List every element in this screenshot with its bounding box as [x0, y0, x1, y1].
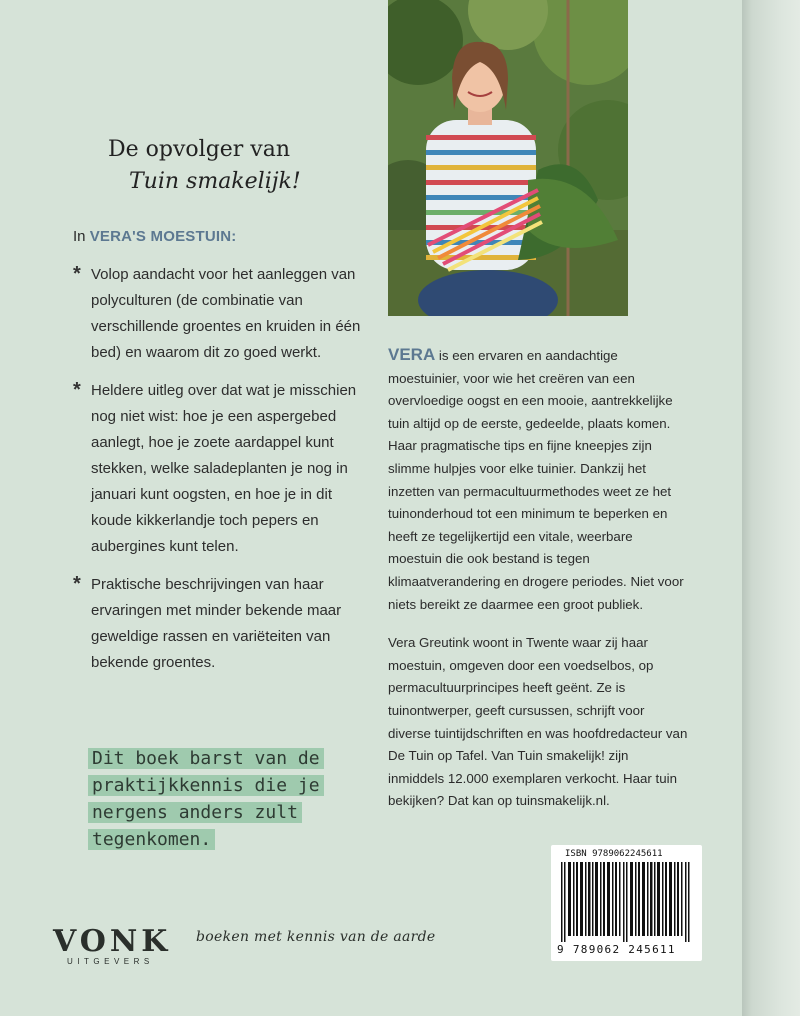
publisher-tagline: boeken met kennis van de aarde	[196, 929, 436, 945]
bio-paragraph-1	[388, 344, 688, 616]
isbn-digits: 9 789062 245611	[557, 943, 676, 956]
bio-paragraph-2: Vera Greutink woont in Twente waar zij haar moestuin, omgeven door een voedselbos, op permacultuurprincipes heeft geënt. Ze is tuinontwerper, geeft cursussen, schrijft voor diverse tuintijdschriften en was hoofdredacteur van De Tuin op Tafel. Van Tuin smakelijk! zijn inmiddels 12.000 exemplaren verkocht. Haar tuin bekijken? Dat kan op tuinsmakelijk.nl.	[388, 635, 688, 809]
author-photo	[388, 0, 628, 316]
author-bio	[388, 344, 688, 829]
list-item	[73, 572, 373, 676]
list-item-text: Praktische beschrijvingen van haar ervaringen met minder bekende maar geweldige rassen en variëteiten van bekende groentes.	[91, 576, 342, 671]
headline	[108, 134, 348, 198]
pull-quote-text: Dit boek barst van de praktijkkennis die je nergens anders zult tegenkomen.	[88, 748, 324, 850]
publisher-logo	[53, 924, 171, 966]
bio-text-1: is een ervaren en aandachtige moestuinier, voor wie het creëren van een overvloedige oogst en een mooie, aantrekkelijke tuin altijd op de eerste, gedeelde, plaats komen. Haar pragmatische tips en fijne kneepjes zijn slimme hulpjes voor elke tuinier. Dankzij het inzetten van permacultuurmethodes weet ze het tuinonderhoud tot een minimum te beperken en heeft ze tegelijkertijd een vitale, weerbare moestuin die ook bestand is tegen klimaatverandering en drogere periodes. Niet voor niets bereikt ze daarmee een groot publiek.	[388, 348, 684, 612]
asterisk-icon: *	[73, 379, 81, 401]
headline-line-2: Tuin smakelijk!	[129, 169, 301, 194]
page-edge-shadow	[742, 0, 800, 1016]
list-item	[73, 378, 373, 560]
feature-list	[73, 262, 373, 688]
publisher-name: VONK	[53, 924, 172, 959]
barcode-bars	[561, 862, 691, 942]
asterisk-icon: *	[73, 573, 81, 595]
isbn-label: ISBN 9789062245611	[565, 849, 663, 859]
intro-brand: VERA'S MOESTUIN:	[89, 228, 237, 245]
headline-line-1: De opvolger van	[108, 137, 291, 162]
list-item-text: Heldere uitleg over dat wat je misschien nog niet wist: hoe je een aspergebed aanlegt, hoe je zoete aardappel kunt stekken, welke saladeplanten je nog in januari kunt oogsten, en hoe je in dit koude kikkerlandje toch pepers en aubergines kunt telen.	[91, 382, 357, 555]
section-intro	[73, 228, 236, 245]
intro-prefix: In	[73, 228, 86, 245]
bio-lead: VERA	[388, 345, 436, 364]
asterisk-icon: *	[73, 263, 81, 285]
publisher-sub: UITGEVERS	[67, 957, 154, 966]
pull-quote	[88, 745, 348, 853]
isbn-barcode	[551, 845, 702, 961]
list-item	[73, 262, 373, 366]
list-item-text: Volop aandacht voor het aanleggen van polyculturen (de combinatie van verschillende groentes en kruiden in één bed) en waarom dit zo goed werkt.	[91, 266, 361, 361]
